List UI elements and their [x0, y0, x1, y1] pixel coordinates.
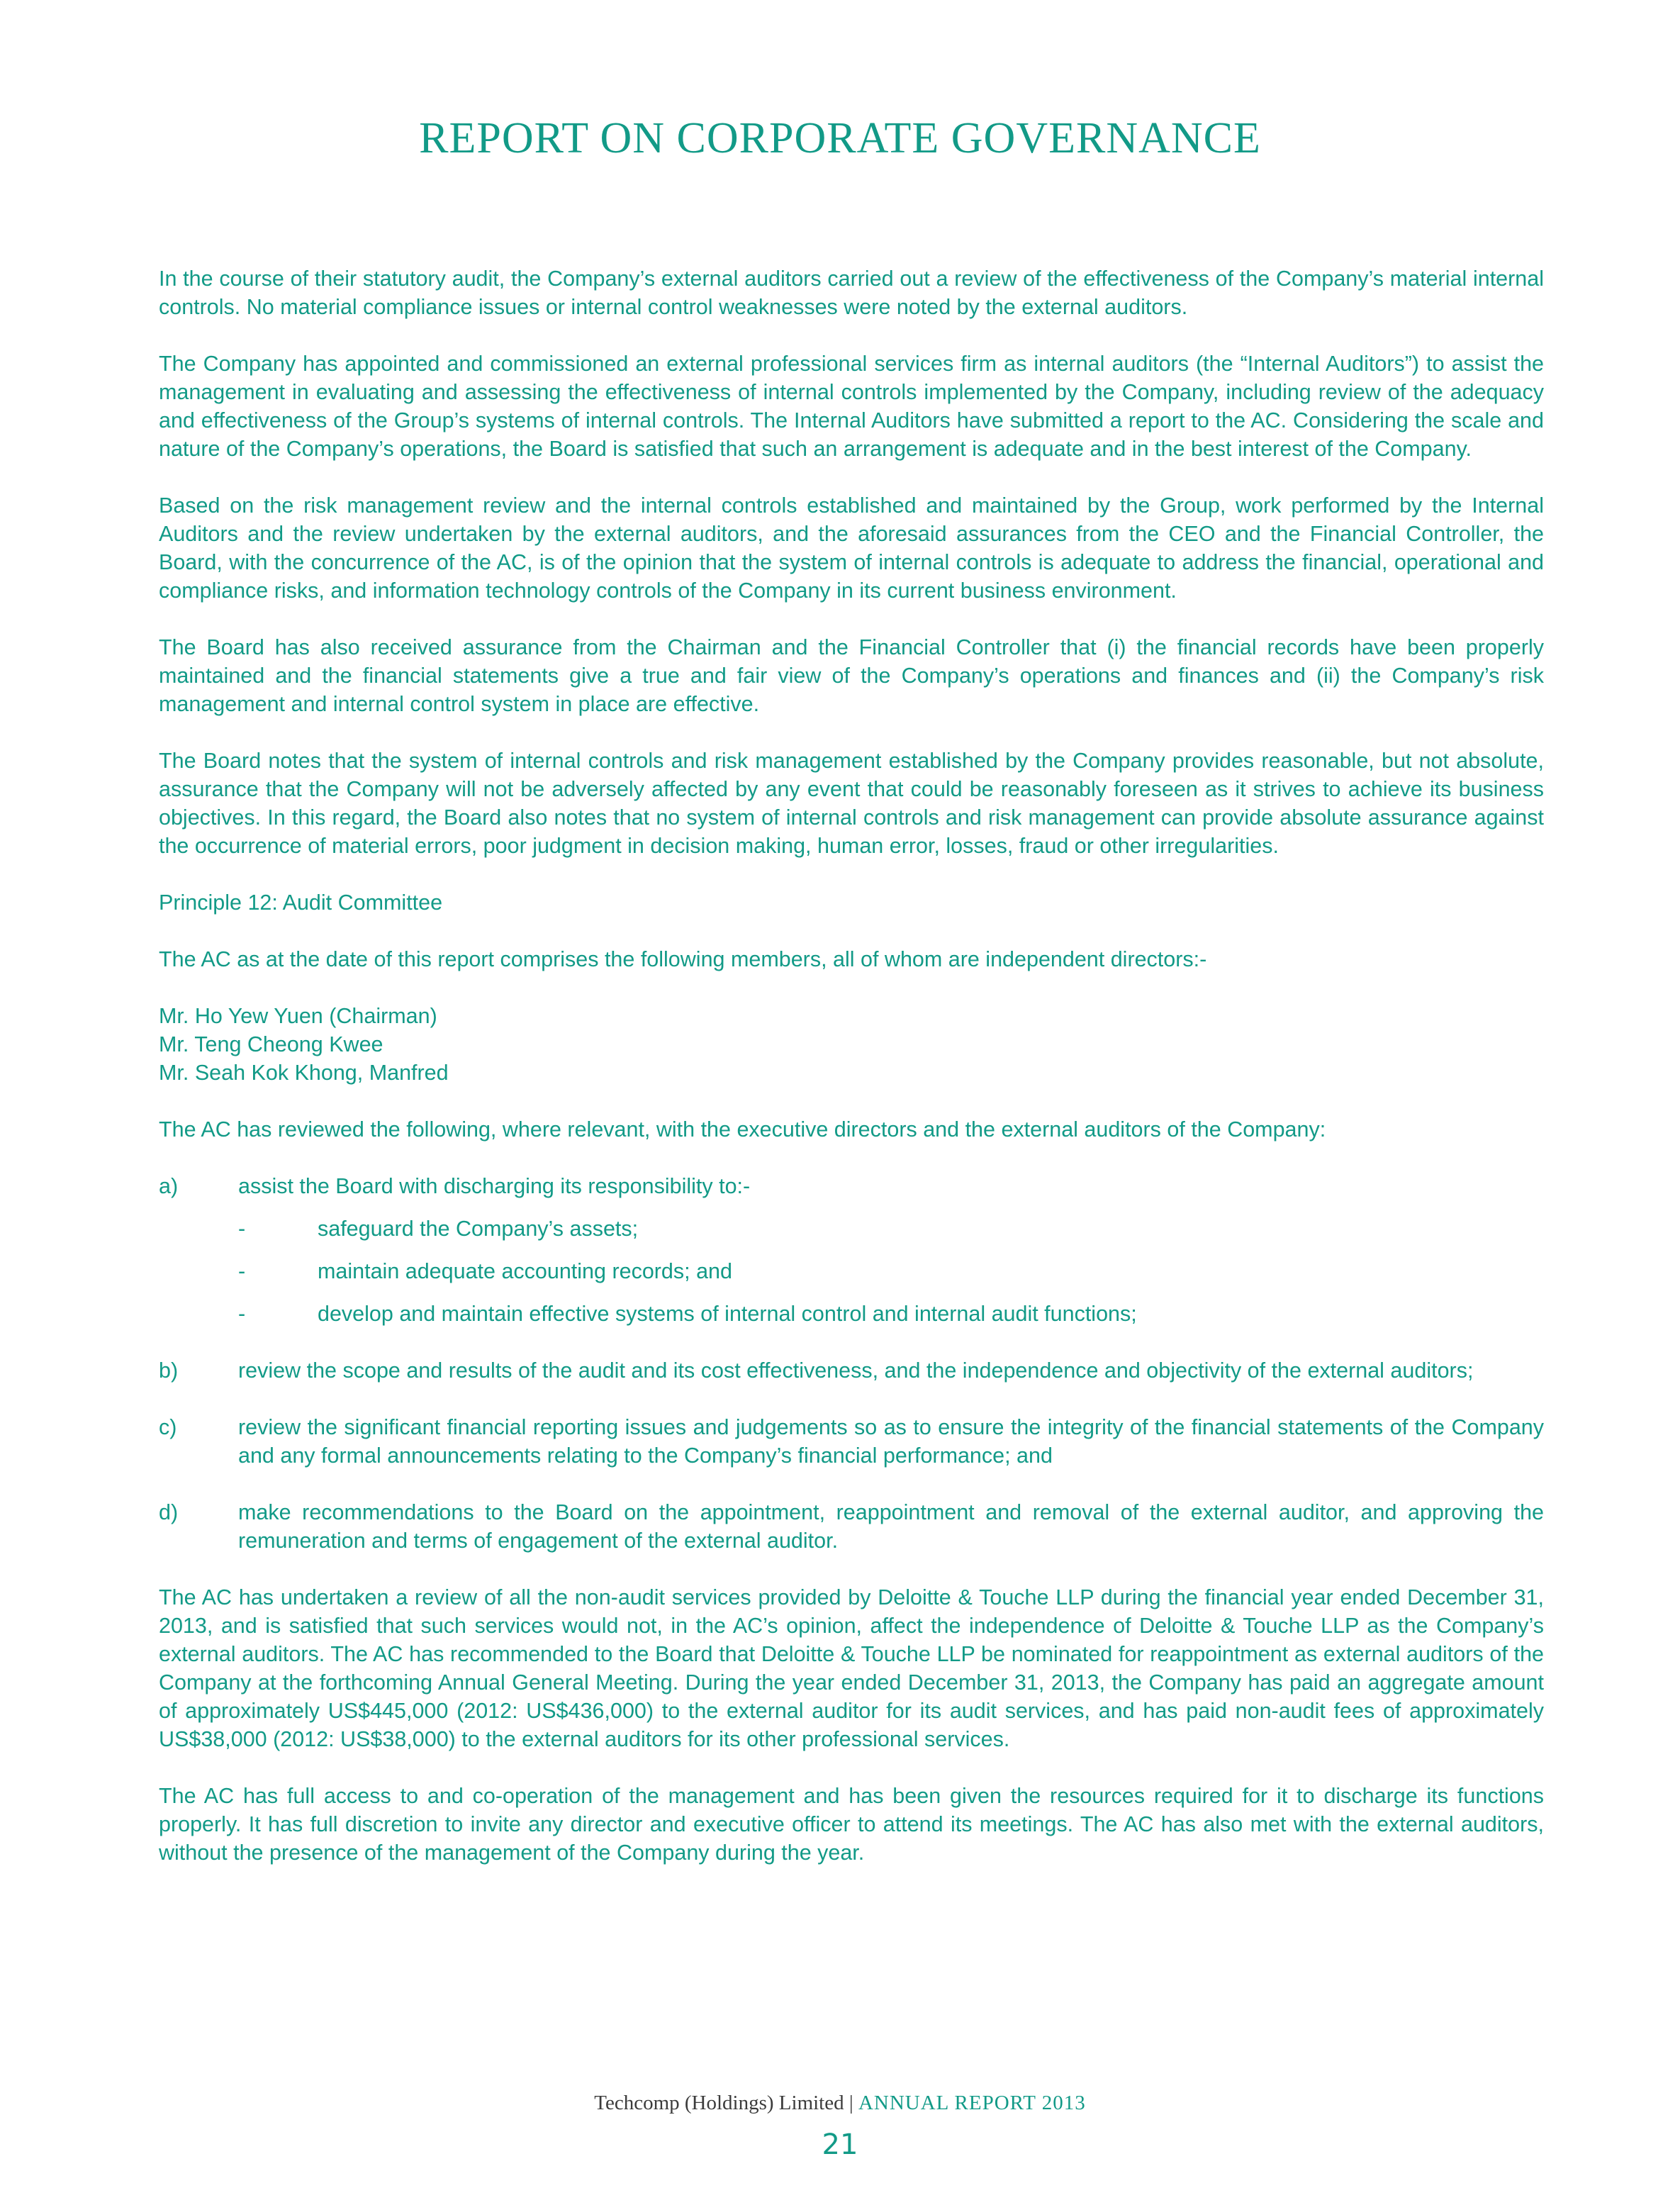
list-item-c	[159, 1413, 1544, 1470]
paragraph-ac-access: The AC has full access to and co-operation of the management and has been given the resources required for it to discharge its functions properly. It has full discretion to invite any director and executive officer to attend its meetings. The AC has also met with the external auditors, without the presence of the management of the Company during the year.	[159, 1784, 1544, 1865]
section-heading-principle-12: Principle 12: Audit Committee	[159, 891, 443, 915]
list-item-d	[159, 1498, 1544, 1555]
footer	[0, 2092, 1680, 2115]
sub-dash: -	[238, 1302, 246, 1326]
list-label: b)	[159, 1358, 179, 1383]
sub-item	[238, 1257, 1544, 1285]
footer-separator: |	[849, 2092, 853, 2114]
footer-report-title: ANNUAL REPORT 2013	[858, 2092, 1086, 2114]
paragraph-ac-members-intro: The AC as at the date of this report comprises the following members, all of whom are independent directors:-	[159, 947, 1207, 971]
paragraph-board-opinion: Based on the risk management review and the internal controls established and maintained by the Group, work performed by the Internal Auditors and the review undertaken by the external auditors, and the aforesaid assurances from the CEO and the Financial Controller, the Board, with the concurrence of the AC, is of the opinion that the system of internal controls is adequate to address the financial, operational and compliance risks, and information technology controls of the Company in its current business environment.	[159, 493, 1544, 603]
list-label: d)	[159, 1500, 179, 1524]
sub-text: maintain adequate accounting records; and	[318, 1259, 732, 1283]
paragraph-review-intro: The AC has reviewed the following, where relevant, with the executive directors and the external auditors of the Company:	[159, 1117, 1326, 1142]
document-body	[159, 264, 1544, 1895]
list-text: make recommendations to the Board on the appointment, reappointment and removal of the external auditor, and approving the remuneration and terms of engagement of the external auditor.	[238, 1500, 1544, 1553]
page-title: REPORT ON CORPORATE GOVERNANCE	[419, 114, 1261, 162]
member-item: Mr. Seah Kok Khong, Manfred	[159, 1061, 449, 1085]
page-number: 21	[822, 2128, 858, 2161]
footer-company: Techcomp (Holdings) Limited	[594, 2092, 844, 2114]
members-list	[159, 1002, 1544, 1087]
paragraph-assurance: The Board has also received assurance from the Chairman and the Financial Controller that (i) the financial records have been properly maintained and the financial statements give a true and fair view of the Company’s operations and finances and (ii) the Company’s risk management and internal control system in place are effective.	[159, 635, 1544, 716]
sub-item	[238, 1300, 1544, 1328]
paragraph-audit-review: In the course of their statutory audit, the Company’s external auditors carried out a review of the effectiveness of the Company’s material internal controls. No material compliance issues or internal control weaknesses were noted by the external auditors.	[159, 267, 1544, 319]
list-text: review the scope and results of the audit and its cost effectiveness, and the independence and objectivity of the external auditors;	[238, 1358, 1474, 1383]
paragraph-board-notes: The Board notes that the system of internal controls and risk management established by the Company provides reasonable, but not absolute, assurance that the Company will not be adversely affected by any event that could be reasonably foreseen as it strives to achieve its business objectives. In this regard, the Board also notes that no system of internal controls and risk management can provide absolute assurance against the occurrence of material errors, poor judgment in decision making, human error, losses, fraud or other irregularities.	[159, 749, 1544, 858]
sub-dash: -	[238, 1217, 246, 1241]
member-item: Mr. Ho Yew Yuen (Chairman)	[159, 1004, 437, 1028]
list-label: c)	[159, 1415, 177, 1439]
list-item-a	[159, 1172, 1544, 1328]
sub-item	[238, 1215, 1544, 1243]
list-item-b	[159, 1356, 1544, 1385]
sub-text: develop and maintain effective systems of internal control and internal audit functions;	[318, 1302, 1137, 1326]
list-item-content	[238, 1172, 1544, 1328]
paragraph-non-audit-services: The AC has undertaken a review of all the non-audit services provided by Deloitte & Touche LLP during the financial year ended December 31, 2013, and is satisfied that such services would not, in the AC’s opinion, affect the independence of Deloitte & Touche LLP as the Company’s external auditors. The AC has recommended to the Board that Deloitte & Touche LLP be nominated for reappointment as external auditors of the Company at the forthcoming Annual General Meeting. During the year ended December 31, 2013, the Company has paid an aggregate amount of approximately US$445,000 (2012: US$436,000) to the external auditor for its audit services, and has paid non-audit fees of approximately US$38,000 (2012: US$38,000) to the external auditors for its other professional services.	[159, 1585, 1544, 1751]
list-text: review the significant financial reporting issues and judgements so as to ensure the integrity of the financial statements of the Company and any formal announcements relating to the Company’s financial performance; and	[238, 1415, 1544, 1468]
sub-dash: -	[238, 1259, 246, 1283]
list-label: a)	[159, 1174, 179, 1198]
sub-text: safeguard the Company’s assets;	[318, 1217, 639, 1241]
list-text: assist the Board with discharging its responsibility to:-	[238, 1174, 751, 1198]
paragraph-internal-auditors: The Company has appointed and commissioned an external professional services firm as internal auditors (the “Internal Auditors”) to assist the management in evaluating and assessing the effectiveness of internal controls implemented by the Company, including review of the adequacy and effectiveness of the Group’s systems of internal controls. The Internal Auditors have submitted a report to the AC. Considering the scale and nature of the Company’s operations, the Board is satisfied that such an arrangement is adequate and in the best interest of the Company.	[159, 352, 1544, 461]
member-item: Mr. Teng Cheong Kwee	[159, 1032, 383, 1056]
